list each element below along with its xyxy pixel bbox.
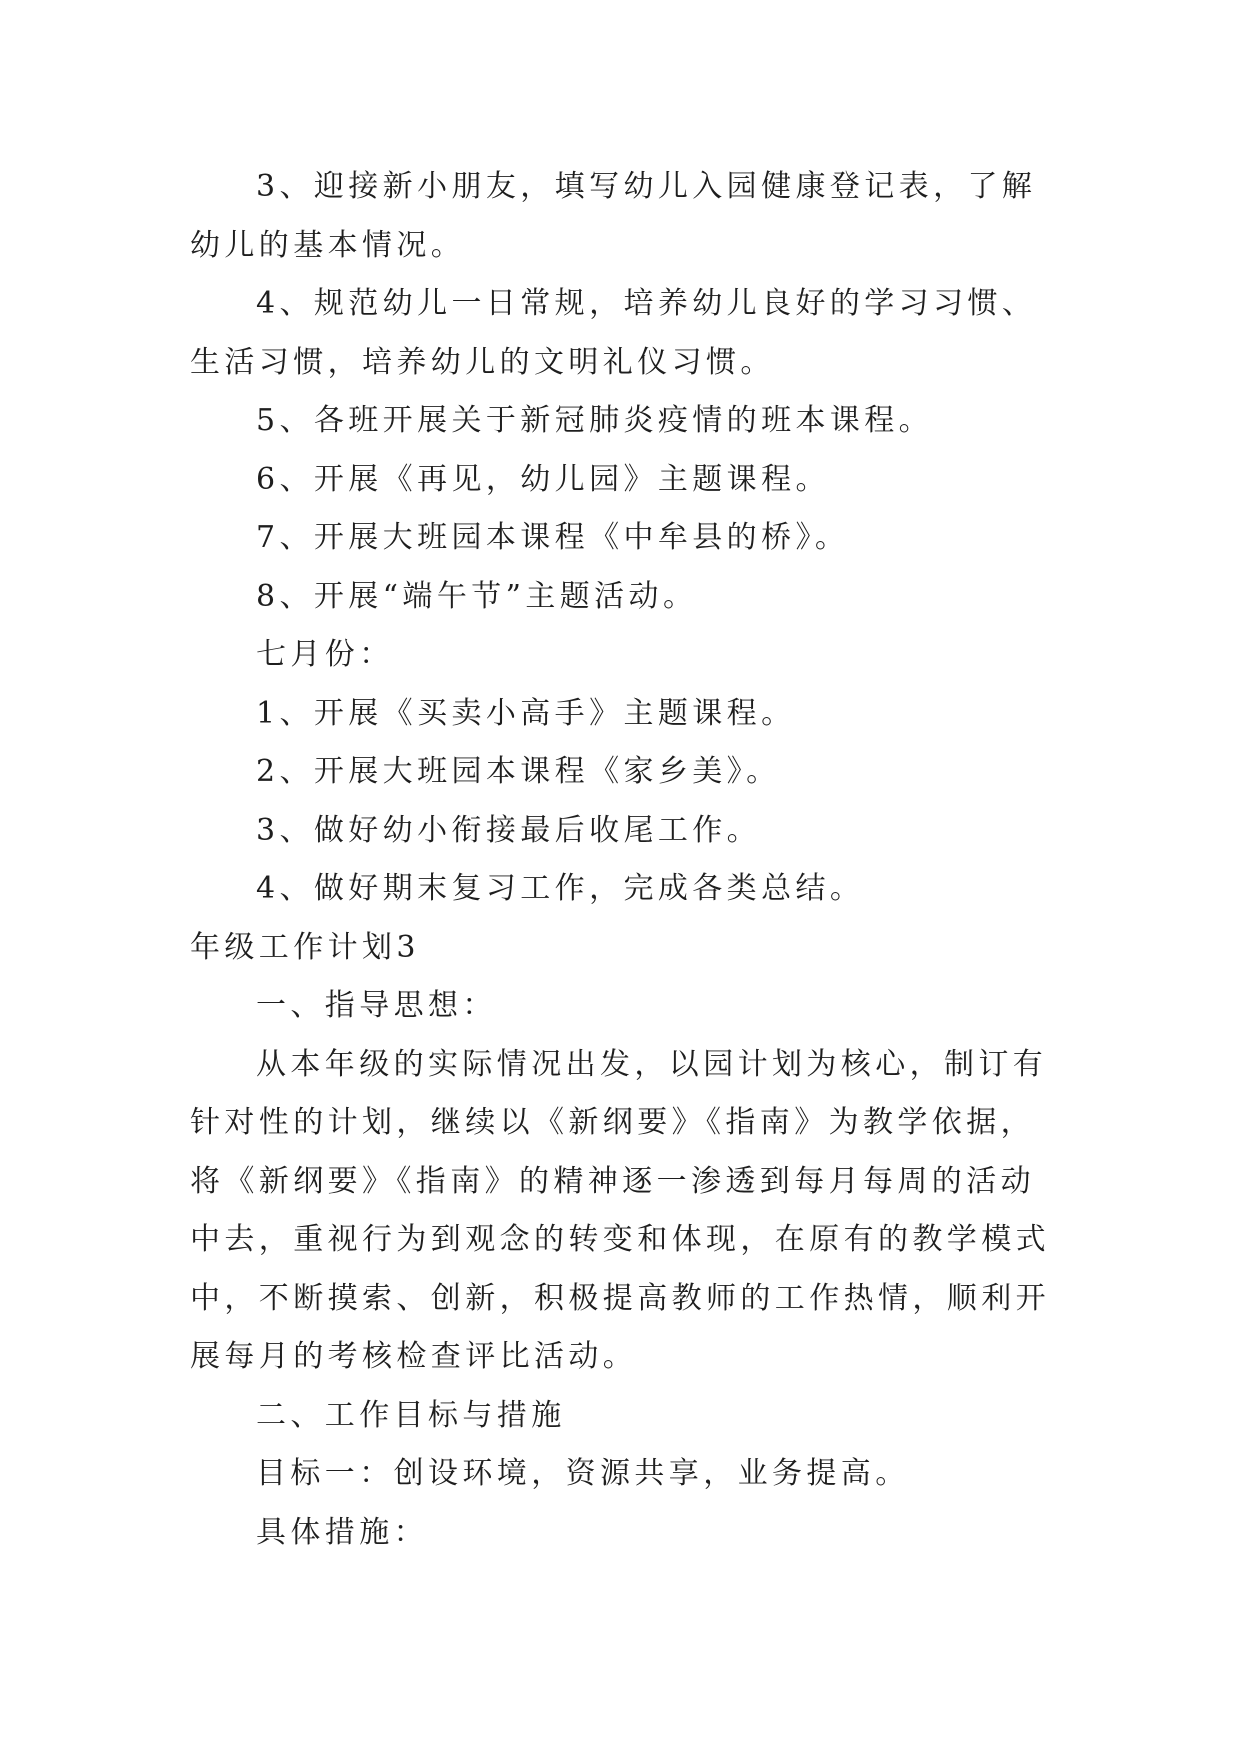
paragraph-item-3: 3、迎接新小朋友，填写幼儿入园健康登记表，了解幼儿的基本情况。: [190, 169, 1037, 263]
section-heading-goals: 二、工作目标与措施: [256, 1397, 566, 1433]
guiding-thought-body: 从本年级的实际情况出发，以园计划为核心，制订有针对性的计划，继续以《新纲要》《指南》为教学依据，将《新纲要》《指南》的精神逐一渗透到每月每周的活动中去，重视行为到观念的转变和体现，在原有的教学模式中，不断摸索、创新，积极提高教师的工作热情，顺利开展每月的考核检查评比活动。: [190, 1046, 1050, 1374]
document-body: [190, 158, 1052, 1562]
plan-title: 年级工作计划3: [190, 929, 420, 965]
paragraph-item-4: 4、规范幼儿一日常规，培养幼儿良好的学习习惯、生活习惯，培养幼儿的文明礼仪习惯。: [190, 286, 1037, 380]
paragraph-item-5: 5、各班开展关于新冠肺炎疫情的班本课程。: [256, 403, 934, 438]
july-item-1: 1、开展《买卖小高手》主题课程。: [256, 695, 796, 731]
measures-label: 具体措施：: [256, 1514, 428, 1550]
goal-one: 目标一：创设环境，资源共享，业务提高。: [256, 1456, 910, 1491]
section-label-july: 七月份：: [256, 637, 394, 672]
paragraph-item-6: 6、开展《再见，幼儿园》主题课程。: [256, 461, 830, 497]
july-item-3: 3、做好幼小衔接最后收尾工作。: [256, 812, 762, 848]
paragraph-item-8: 8、开展“端午节”主题活动。: [256, 578, 698, 614]
section-heading-guiding-thought: 一、指导思想：: [256, 988, 497, 1023]
july-item-2: 2、开展大班园本课程《家乡美》。: [256, 754, 781, 789]
july-item-4: 4、做好期末复习工作，完成各类总结。: [256, 871, 865, 906]
paragraph-item-7: 7、开展大班园本课程《中牟县的桥》。: [256, 520, 850, 555]
